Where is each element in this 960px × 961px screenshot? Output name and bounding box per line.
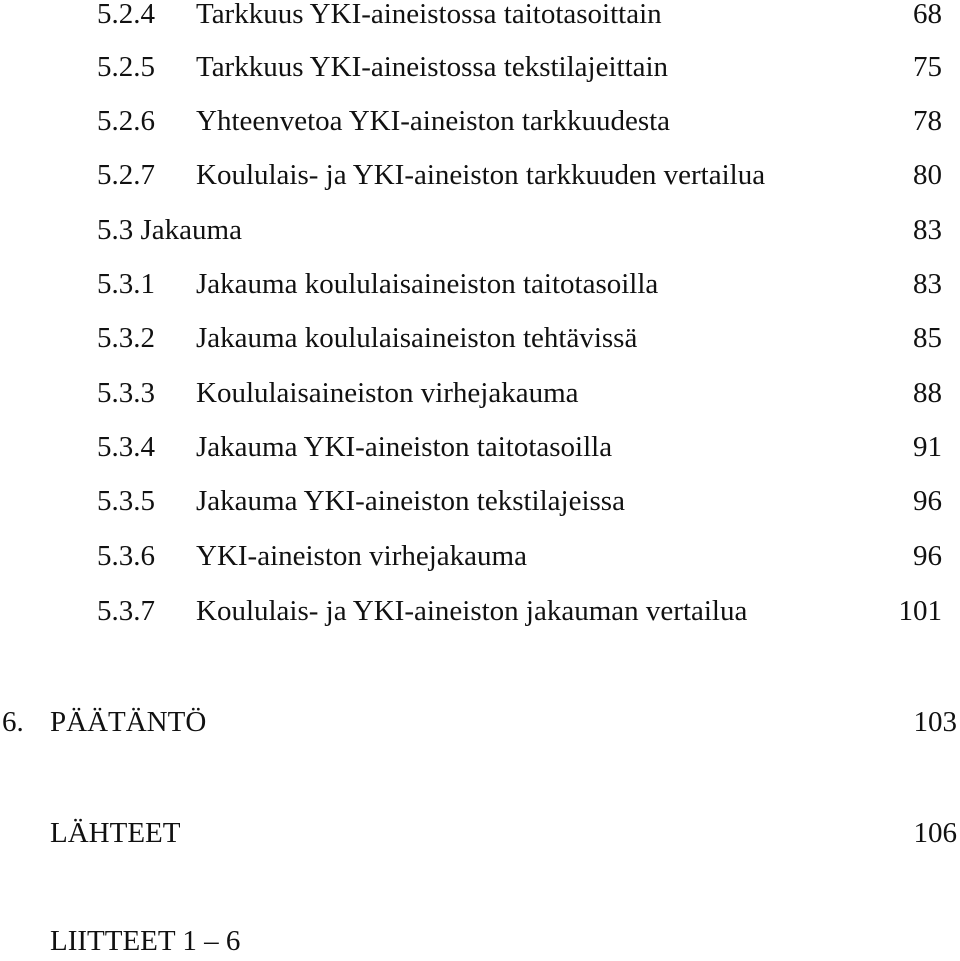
toc-entry-5-3-2[interactable]	[0, 318, 960, 358]
toc-entry-lahteet[interactable]	[0, 813, 960, 853]
toc-entry-title: 5.3 Jakauma	[97, 214, 242, 246]
toc-entry-title: Tarkkuus YKI-aineistossa taitotasoittain	[196, 0, 662, 30]
toc-entry-title: Jakauma koululaisaineiston tehtävissä	[196, 322, 638, 354]
toc-entry-page: 85	[913, 322, 942, 354]
toc-entry-5-3-7[interactable]	[0, 591, 960, 631]
toc-entry-5-2-6[interactable]	[0, 101, 960, 141]
toc-entry-5-3-3[interactable]	[0, 373, 960, 413]
toc-entry-page: 68	[913, 0, 942, 30]
toc-entry-number: 5.3.4	[97, 431, 155, 463]
toc-entry-page: 101	[898, 595, 942, 627]
toc-entry-number: 5.3.3	[97, 377, 155, 409]
toc-entry-5-2-7[interactable]	[0, 155, 960, 195]
toc-entry-number: 6.	[2, 706, 24, 738]
toc-entry-page: 91	[913, 431, 942, 463]
toc-entry-5-3-1[interactable]	[0, 264, 960, 304]
toc-entry-title: Jakauma YKI-aineiston taitotasoilla	[196, 431, 613, 463]
toc-entry-title: YKI-aineiston virhejakauma	[196, 540, 527, 572]
toc-entry-title: LIITTEET 1 – 6	[50, 925, 241, 957]
toc-entry-title: Koululais- ja YKI-aineiston jakauman vertailua	[196, 595, 748, 627]
toc-entry-page: 96	[913, 540, 942, 572]
toc-entry-page: 106	[913, 817, 957, 849]
toc-entry-number: 5.3.5	[97, 485, 155, 517]
toc-entry-number: 5.2.5	[97, 51, 155, 83]
toc-entry-5-2-4[interactable]	[0, 0, 960, 34]
toc-entry-page: 103	[913, 706, 957, 738]
toc-entry-number: 5.2.6	[97, 105, 155, 137]
toc-entry-page: 83	[913, 268, 942, 300]
toc-entry-number: 5.3.1	[97, 268, 155, 300]
toc-entry-title: Jakauma koululaisaineiston taitotasoilla	[196, 268, 659, 300]
toc-entry-page: 78	[913, 105, 942, 137]
toc-entry-number: 5.3.6	[97, 540, 155, 572]
toc-entry-5-3-6[interactable]	[0, 536, 960, 576]
toc-entry-page: 80	[913, 159, 942, 191]
toc-entry-title: Tarkkuus YKI-aineistossa tekstilajeittain	[196, 51, 669, 83]
toc-entry-5-3-4[interactable]	[0, 427, 960, 467]
toc-entry-5-3-5[interactable]	[0, 481, 960, 521]
toc-entry-title: LÄHTEET	[50, 817, 181, 849]
toc-entry-page: 75	[913, 51, 942, 83]
toc-entry-page: 88	[913, 377, 942, 409]
toc-entry-number: 5.2.7	[97, 159, 155, 191]
toc-entry-liitteet[interactable]	[0, 921, 960, 961]
toc-entry-title: Koululaisaineiston virhejakauma	[196, 377, 579, 409]
toc-entry-5-2-5[interactable]	[0, 47, 960, 87]
toc-entry-number: 5.3.2	[97, 322, 155, 354]
toc-entry-title: Yhteenvetoa YKI-aineiston tarkkuudesta	[196, 105, 671, 137]
toc-entry-chapter-6[interactable]	[0, 702, 960, 742]
toc-entry-number: 5.2.4	[97, 0, 155, 30]
toc-entry-number: 5.3.7	[97, 595, 155, 627]
toc-entry-title: Jakauma YKI-aineiston tekstilajeissa	[196, 485, 625, 517]
toc-entry-title: Koululais- ja YKI-aineiston tarkkuuden vertailua	[196, 159, 766, 191]
toc-entry-5-3[interactable]	[0, 210, 960, 250]
toc-entry-page: 83	[913, 214, 942, 246]
toc-entry-page: 96	[913, 485, 942, 517]
toc-entry-title: PÄÄTÄNTÖ	[50, 706, 207, 738]
